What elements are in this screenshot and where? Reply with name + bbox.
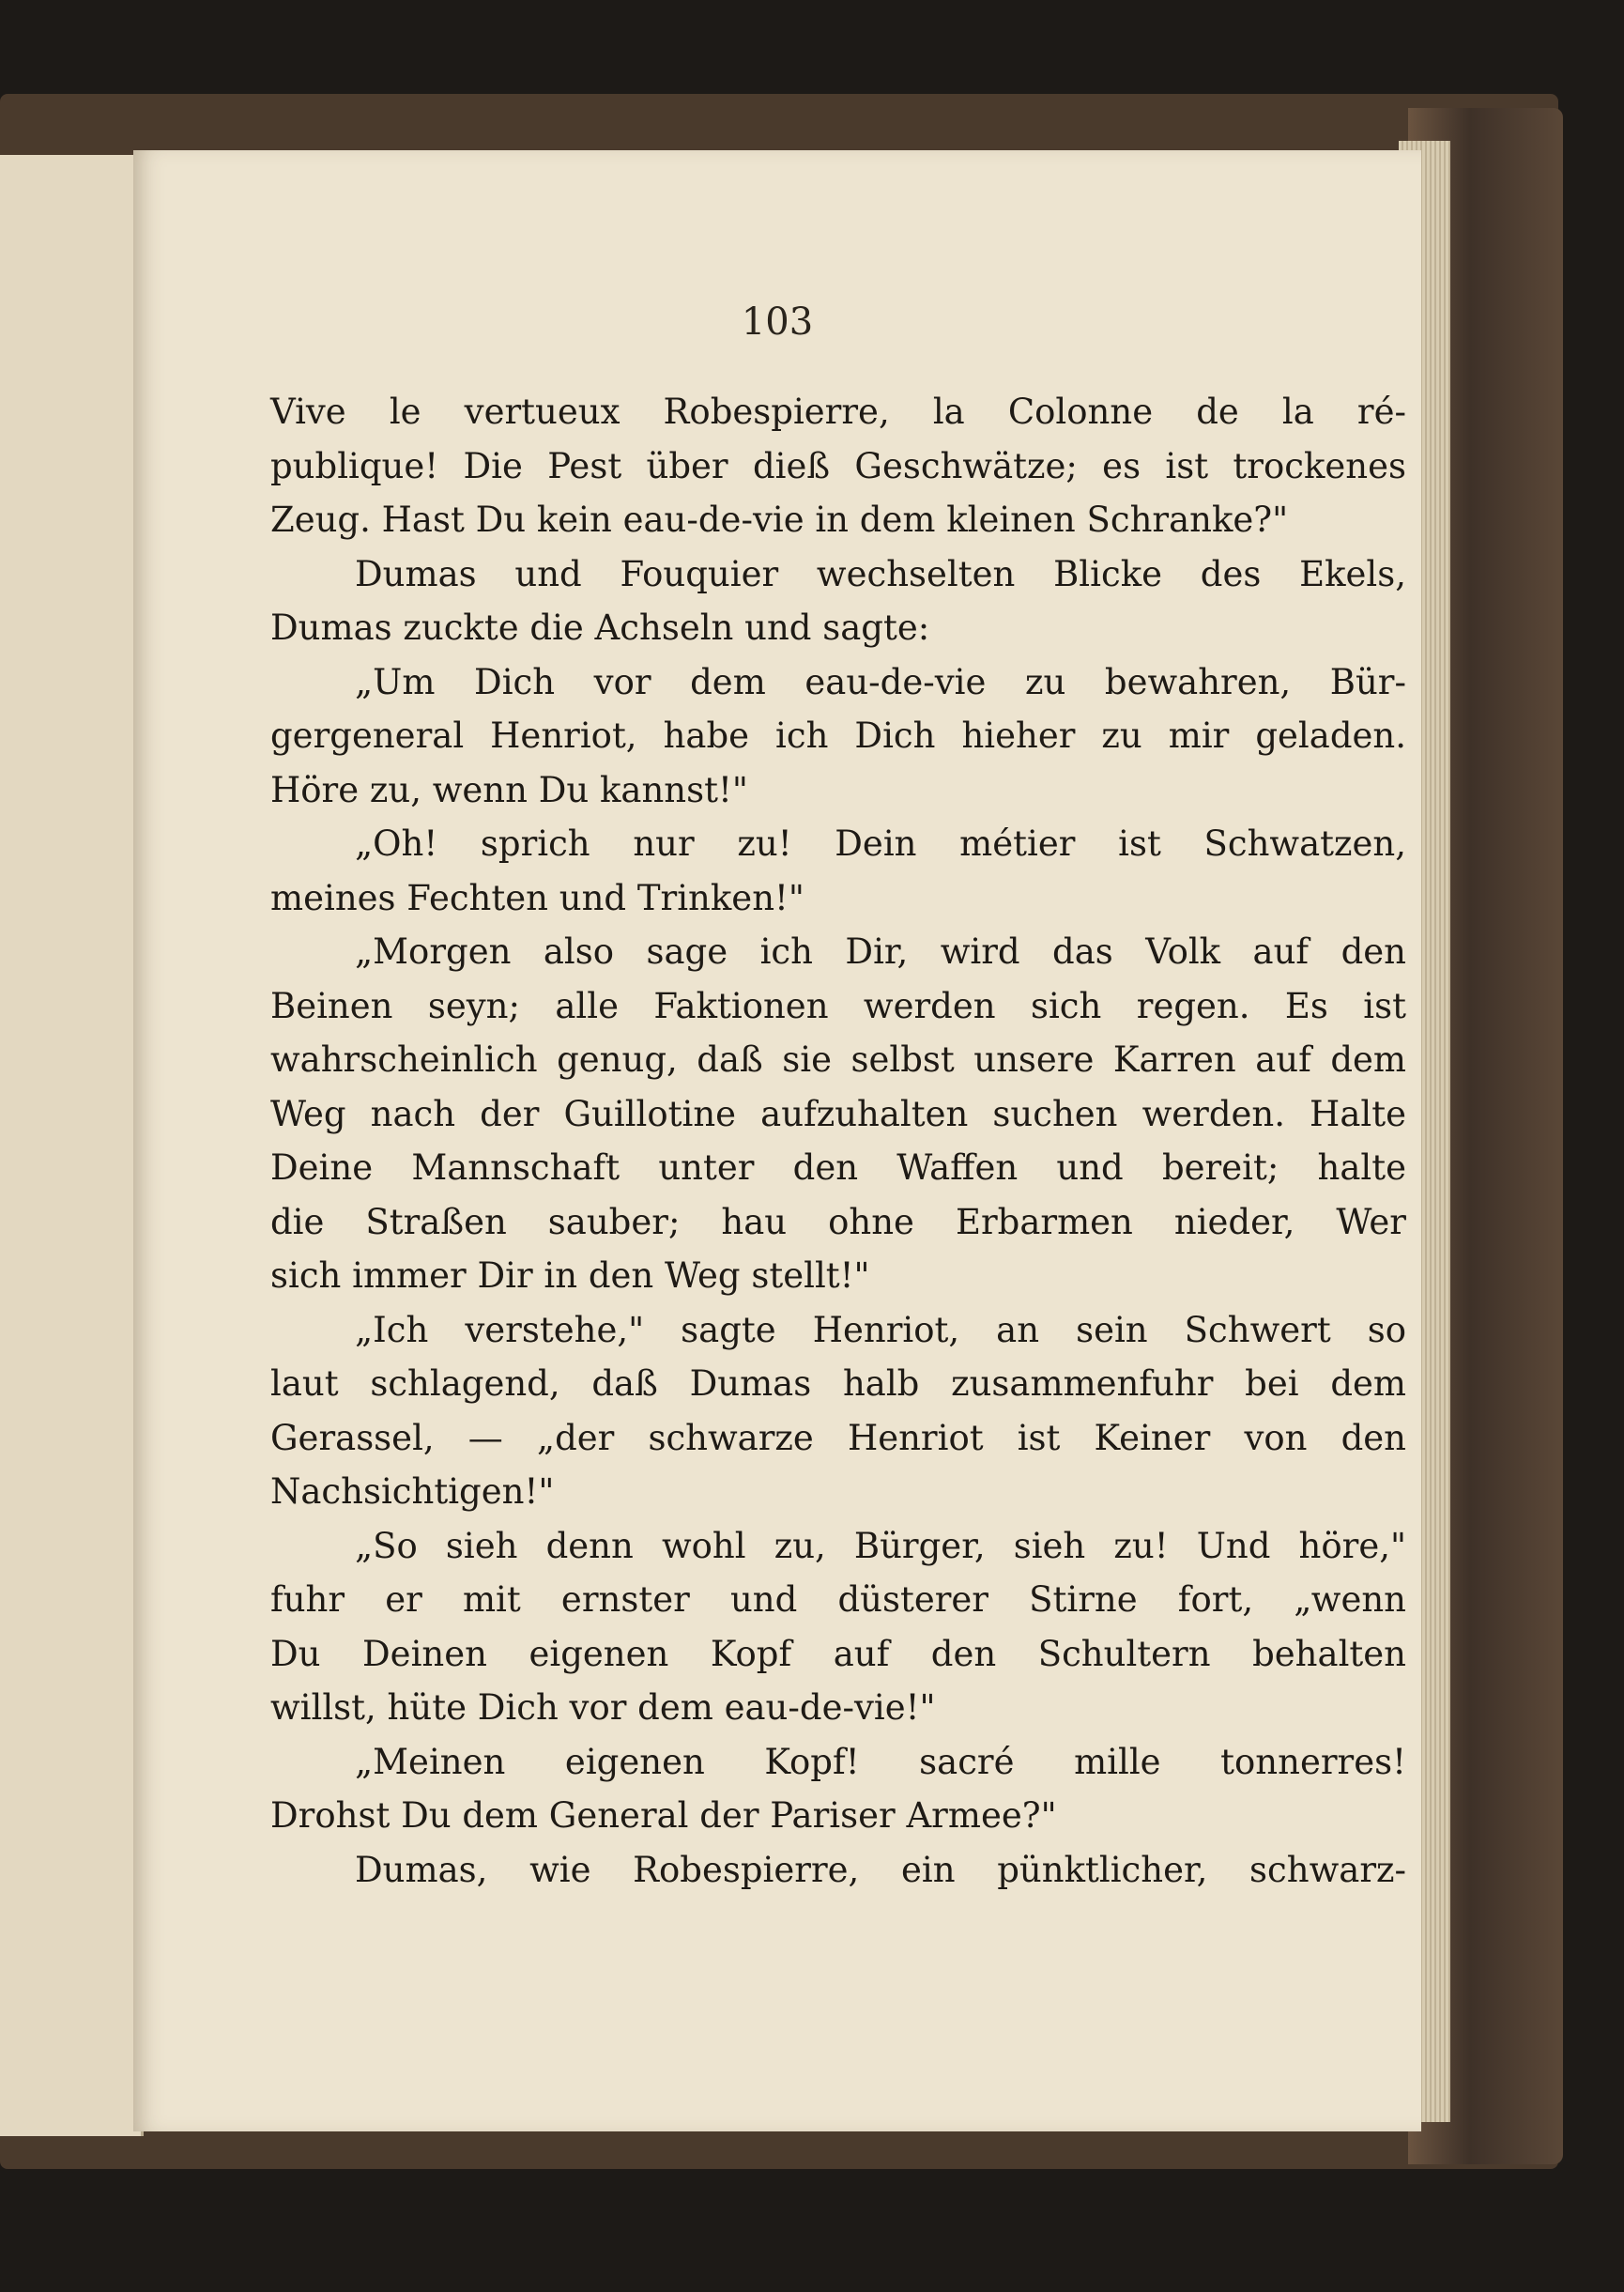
- text-line: sich immer Dir in den Weg stellt!": [270, 1255, 870, 1296]
- text-line: Du Deinen eigenen Kopf auf den Schultern behalten: [270, 1633, 1406, 1674]
- text-line: Beinen seyn; alle Faktionen werden sich regen. Es ist: [270, 985, 1406, 1026]
- text-line: willst, hüte Dich vor dem eau-de-vie!": [270, 1687, 936, 1728]
- text-line: laut schlagend, daß Dumas halb zusammenfuhr bei dem: [270, 1363, 1406, 1404]
- page-number: 103: [741, 300, 814, 344]
- text-line: „Morgen also sage ich Dir, wird das Volk auf den: [355, 931, 1406, 972]
- text-line: Deine Mannschaft unter den Waffen und bereit; halte: [270, 1147, 1406, 1188]
- text-line: gergeneral Henriot, habe ich Dich hieher zu mir geladen.: [270, 715, 1406, 756]
- text-line: Dumas und Fouquier wechselten Blicke des Ekels,: [355, 553, 1406, 594]
- page-text: [270, 385, 1406, 1897]
- text-line: Vive le vertueux Robespierre, la Colonne de la ré-: [270, 392, 1406, 432]
- text-line: „So sieh denn wohl zu, Bürger, sieh zu! Und höre,": [355, 1525, 1406, 1566]
- text-line: meines Fechten und Trinken!": [270, 877, 804, 918]
- text-line: Dumas zuckte die Achseln und sagte:: [270, 608, 930, 648]
- text-line: Weg nach der Guillotine aufzuhalten suchen werden. Halte: [270, 1093, 1406, 1134]
- text-line: Höre zu, wenn Du kannst!": [270, 769, 748, 810]
- text-line: Drohst Du dem General der Pariser Armee?": [270, 1795, 1057, 1836]
- text-line: Dumas, wie Robespierre, ein pünktlicher, schwarz-: [355, 1849, 1406, 1890]
- text-line: „Ich verstehe," sagte Henriot, an sein Schwert so: [355, 1309, 1406, 1350]
- left-page-edge: [0, 155, 144, 2136]
- text-line: wahrscheinlich genug, daß sie selbst unsere Karren auf dem: [270, 1039, 1406, 1080]
- text-line: „Oh! sprich nur zu! Dein métier ist Schwatzen,: [355, 823, 1406, 864]
- text-line: Nachsichtigen!": [270, 1471, 555, 1512]
- text-line: Gerassel, — „der schwarze Henriot ist Keiner von den: [270, 1417, 1406, 1458]
- text-line: fuhr er mit ernster und düsterer Stirne fort, „wenn: [270, 1579, 1406, 1620]
- text-line: „Um Dich vor dem eau-de-vie zu bewahren, Bür-: [355, 661, 1406, 702]
- text-line: publique! Die Pest über dieß Geschwätze; es ist trockenes: [270, 445, 1406, 486]
- text-line: „Meinen eigenen Kopf! sacré mille tonnerres!: [355, 1741, 1406, 1782]
- text-line: Zeug. Hast Du kein eau-de-vie in dem kleinen Schranke?": [270, 500, 1289, 540]
- text-line: die Straßen sauber; hau ohne Erbarmen nieder, Wer: [270, 1201, 1406, 1242]
- book-page: [133, 150, 1421, 2131]
